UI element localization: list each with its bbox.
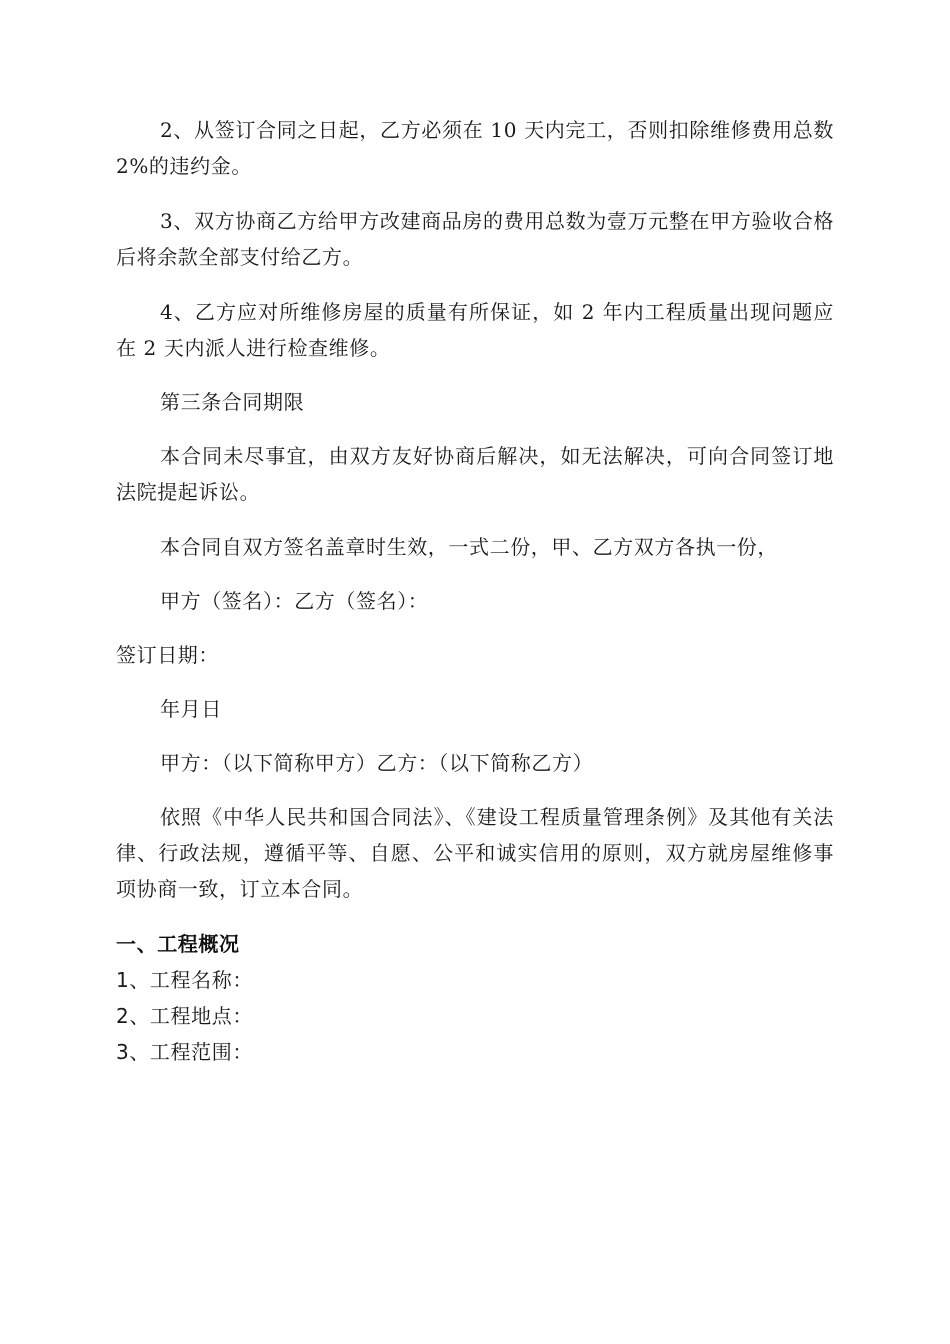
section-heading-project-overview: 一、工程概况: [116, 932, 240, 956]
clause-payment: 3、双方协商乙方给甲方改建商品房的费用总数为壹万元整在甲方验收合格后将余款全部支付给乙方。: [116, 209, 834, 269]
clause-completion-deadline: 2、从签订合同之日起，乙方必须在 10 天内完工，否则扣除维修费用总数 2%的违约金。: [116, 118, 834, 178]
signing-date-label: 签订日期：: [116, 643, 219, 667]
clause-quality-warranty: 4、乙方应对所维修房屋的质量有所保证，如 2 年内工程质量出现问题应在 2 天内派人进行检查维修。: [116, 300, 834, 360]
item-project-name: 1、工程名称：: [116, 968, 253, 992]
parties-line: 甲方：（以下简称甲方）乙方：（以下简称乙方）: [160, 751, 594, 775]
item-project-scope: 3、工程范围：: [116, 1040, 253, 1064]
clause-dispute-resolution: 本合同未尽事宜，由双方友好协商后解决，如无法解决，可向合同签订地法院提起诉讼。: [116, 444, 834, 504]
clause-effectiveness: 本合同自双方签名盖章时生效，一式二份，甲、乙方双方各执一份，: [160, 535, 778, 559]
preamble-paragraph: 依照《中华人民共和国合同法》、《建设工程质量管理条例》及其他有关法律、行政法规，遵循平等、自愿、公平和诚实信用的原则，双方就房屋维修事项协商一致，订立本合同。: [116, 805, 834, 901]
date-placeholder: 年月日: [160, 697, 222, 721]
signature-line: 甲方（签名）：乙方（签名）：: [160, 589, 429, 613]
document-body: [116, 112, 834, 1070]
article-three-title: 第三条合同期限: [160, 390, 305, 414]
item-project-location: 2、工程地点：: [116, 1004, 253, 1028]
